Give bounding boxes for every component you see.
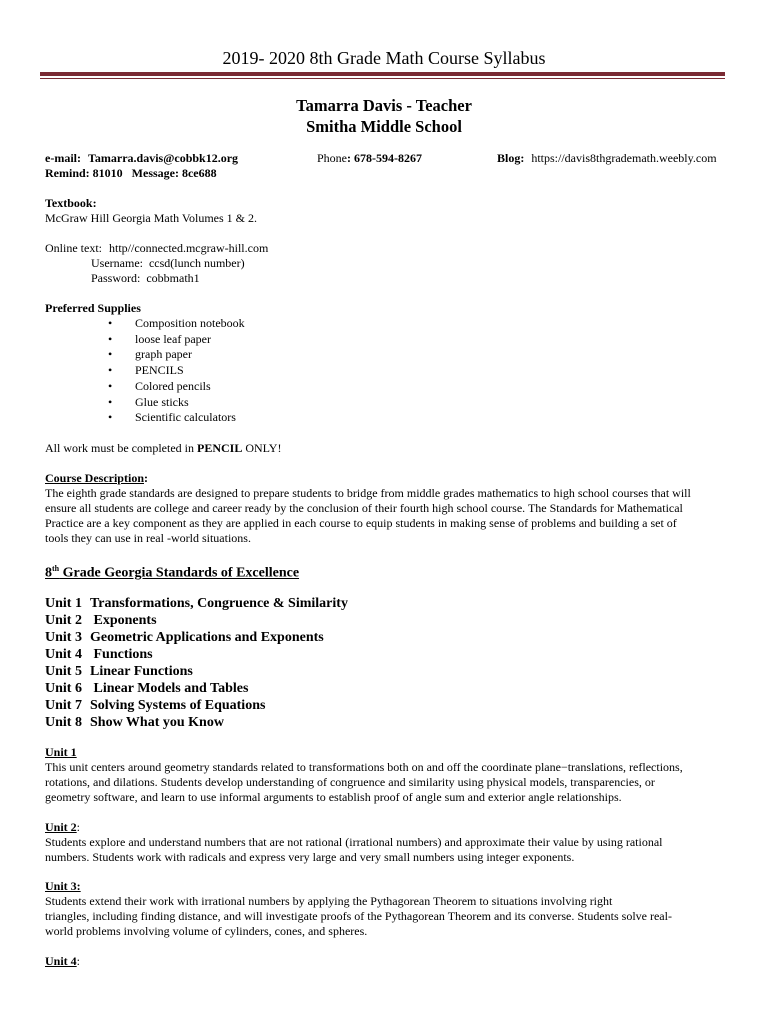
unit-title: Show What you Know — [90, 715, 224, 730]
blog-label: Blog: — [497, 151, 525, 165]
standards-heading-text: Grade Georgia Standards of Excellence — [59, 565, 300, 581]
title-rule-thin — [40, 78, 725, 79]
supply-item: • Colored pencils — [108, 379, 245, 395]
online-text-line — [45, 241, 268, 256]
unit-title: Exponents — [90, 613, 157, 628]
unit-list-item — [45, 612, 348, 629]
unit2-heading — [45, 820, 80, 835]
unit-number: Unit 6 — [45, 681, 82, 696]
unit2-line: numbers. Students work with radicals and express very large and very small numbers using integer exponents. — [45, 850, 575, 864]
pencil-note-emphasis: PENCIL — [196, 441, 243, 455]
unit-list-item — [45, 629, 348, 646]
unit-number: Unit 4 — [45, 647, 82, 662]
unit-number: Unit 7 — [45, 698, 82, 713]
unit-title: Transformations, Congruence & Similarity — [90, 596, 348, 611]
unit3-description — [45, 894, 725, 939]
unit-number: Unit 3 — [45, 630, 82, 645]
phone-line — [317, 151, 422, 166]
online-text-label: Online text: — [45, 241, 102, 255]
supply-item: • Glue sticks — [108, 395, 245, 411]
course-description-heading — [45, 471, 148, 486]
unit1-line: rotations, and dilations. Students develop understanding of congruence and similarity using physical models, transparencies, or — [45, 775, 655, 789]
supply-item: • Scientific calculators — [108, 410, 245, 426]
unit3-line: triangles, including finding distance, and will investigate proofs of the Pythagorean Theorem and its converse. Students solve real- — [45, 909, 672, 923]
supply-item: • graph paper — [108, 347, 245, 363]
unit2-heading-text: Unit 2 — [45, 820, 77, 834]
textbook-name: McGraw Hill Georgia Math Volumes 1 & 2. — [45, 211, 257, 225]
username-line: Username: ccsd(lunch number) — [91, 256, 245, 270]
unit3-line: Students extend their work with irrational numbers by applying the Pythagorean Theorem to situations involving right — [45, 894, 613, 908]
unit2-heading-colon: : — [76, 820, 81, 834]
unit-number: Unit 1 — [45, 596, 82, 611]
units-list — [45, 595, 348, 731]
email-label: e-mail: — [45, 151, 81, 165]
teacher-name: Tamarra Davis - Teacher — [296, 96, 472, 115]
unit-list-item — [45, 697, 348, 714]
unit-list-item — [45, 663, 348, 680]
document-title: 2019- 2020 8th Grade Math Course Syllabus — [222, 48, 546, 68]
unit-title: Functions — [90, 647, 153, 662]
unit4-heading — [45, 954, 80, 969]
supplies-list — [108, 316, 245, 426]
course-description-body — [45, 486, 725, 546]
course-description-colon: : — [144, 471, 148, 485]
standards-heading-sup: th — [52, 564, 60, 573]
supply-item: • loose leaf paper — [108, 332, 245, 348]
title-rule-thick — [40, 72, 725, 76]
textbook-heading: Textbook: — [45, 196, 97, 210]
unit1-heading: Unit 1 — [45, 745, 77, 759]
phone-value: : 678-594-8267 — [347, 151, 422, 165]
unit4-heading-colon: : — [76, 954, 81, 968]
course-description-line: tools they can use in real -world situations. — [45, 531, 251, 545]
remind-line: Remind: 81010 Message: 8ce688 — [45, 166, 217, 180]
blog-url: https://davis8thgrademath.weebly.com — [531, 151, 717, 165]
unit3-heading: Unit 3: — [45, 879, 81, 893]
unit-list-item — [45, 714, 348, 731]
standards-heading — [45, 560, 299, 582]
unit3-line: world problems involving volume of cylinders, cones, and spheres. — [45, 924, 368, 938]
unit-title: Linear Models and Tables — [90, 681, 249, 696]
unit-number: Unit 2 — [45, 613, 82, 628]
password-line: Password: cobbmath1 — [91, 271, 200, 285]
unit-list-item — [45, 680, 348, 697]
supply-item: • PENCILS — [108, 363, 245, 379]
unit-list-item — [45, 646, 348, 663]
course-description-line: ensure all students are college and career ready by the conclusion of their fourth high school course. The Standards for Mathematical — [45, 501, 683, 515]
online-text-url: http//connected.mcgraw-hill.com — [109, 241, 269, 255]
course-description-line: The eighth grade standards are designed to prepare students to bridge from middle grades mathematics to high school courses that will — [45, 486, 691, 500]
blog-line — [497, 151, 717, 166]
pencil-note-text: All work must be completed in — [45, 441, 197, 455]
course-description-heading-text: Course Description — [45, 471, 144, 485]
email-line — [45, 151, 238, 166]
unit-title: Geometric Applications and Exponents — [90, 630, 324, 645]
unit2-line: Students explore and understand numbers that are not rational (irrational numbers) and approximate their value by using rational — [45, 835, 663, 849]
unit1-line: geometry software, and learn to use informal arguments to establish proof of angle sum and exterior angle relationships. — [45, 790, 622, 804]
supplies-heading: Preferred Supplies — [45, 301, 141, 315]
standards-heading-number: 8 — [45, 565, 52, 581]
unit4-heading-text: Unit 4 — [45, 954, 77, 968]
email-value: Tamarra.davis@cobbk12.org — [87, 151, 239, 165]
unit-title: Solving Systems of Equations — [90, 698, 266, 713]
unit-number: Unit 8 — [45, 715, 82, 730]
unit-title: Linear Functions — [90, 664, 193, 679]
unit-number: Unit 5 — [45, 664, 82, 679]
unit1-description — [45, 760, 725, 805]
phone-label: Phone — [317, 151, 347, 165]
pencil-note-text-end: ONLY! — [242, 441, 282, 455]
school-name: Smitha Middle School — [306, 117, 462, 136]
pencil-note — [45, 441, 281, 456]
unit-list-item — [45, 595, 348, 612]
supply-item: • Composition notebook — [108, 316, 245, 332]
unit2-description — [45, 835, 725, 865]
unit1-line: This unit centers around geometry standards related to transformations both on and off the coordinate plane−translations, reflections, — [45, 760, 683, 774]
course-description-line: Practice are a key component as they are applied in each course to equip students in making sense of problems and building a set of — [45, 516, 677, 530]
